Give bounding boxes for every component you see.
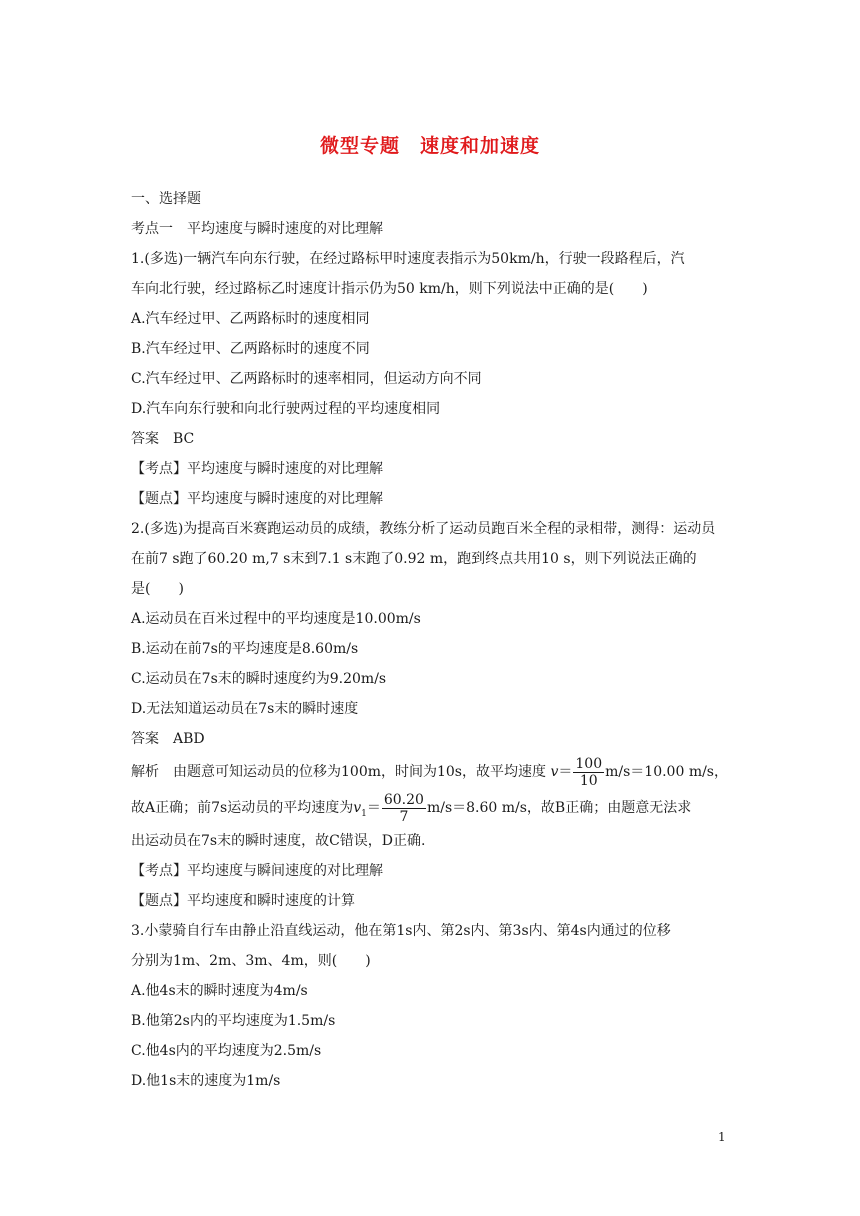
question-1-answer	[131, 424, 731, 454]
velocity-subscript: 1	[361, 808, 367, 819]
question-1-option-d: D.汽车向东行驶和向北行驶两过程的平均速度相同	[131, 401, 441, 417]
analysis-text: m/s＝8.60 m/s，故B正确；由题意无法求	[426, 800, 692, 816]
question-3-line-1: 3.小蒙骑自行车由静止沿直线运动，他在第1s内、第2s内、第3s内、第4s内通过的位移	[131, 923, 671, 939]
question-3-option-b: B.他第2s内的平均速度为1.5m/s	[131, 1013, 336, 1029]
velocity-symbol: v	[353, 800, 362, 816]
answer-label: 答案	[131, 431, 159, 447]
analysis-text: 解析 由题意可知运动员的位移为100m，时间为10s，故平均速度	[131, 764, 546, 780]
topic-heading: 考点一 平均速度与瞬时速度的对比理解	[131, 221, 383, 237]
question-2-option-a: A.运动员在百米过程中的平均速度是10.00m/s	[131, 611, 421, 627]
fraction-denominator: 7	[399, 808, 409, 825]
answer-label: 答案	[131, 731, 159, 747]
analysis-text: m/s＝10.00 m/s，	[605, 764, 728, 780]
question-2-answer	[131, 724, 731, 754]
question-1-kaodian: 【考点】平均速度与瞬时速度的对比理解	[131, 461, 383, 477]
question-3-option-c: C.他4s内的平均速度为2.5m/s	[131, 1043, 322, 1059]
velocity-symbol: v	[550, 764, 559, 780]
question-2-tidian: 【题点】平均速度和瞬时速度的计算	[131, 893, 355, 909]
question-3-option-a: A.他4s末的瞬时速度为4m/s	[131, 983, 308, 999]
question-1-option-b: B.汽车经过甲、乙两路标时的速度不同	[131, 341, 370, 357]
answer-value: BC	[173, 431, 195, 447]
question-1-option-c: C.汽车经过甲、乙两路标时的速率相同，但运动方向不同	[131, 371, 482, 387]
analysis-line-1	[131, 754, 731, 790]
question-2-kaodian: 【考点】平均速度与瞬间速度的对比理解	[131, 863, 383, 879]
document-body	[131, 184, 731, 1096]
fraction-denominator: 10	[579, 772, 598, 789]
question-2-line-2: 在前7 s跑了60.20 m,7 s末到7.1 s末跑了0.92 m，跑到终点共用10 s，则下列说法正确的	[131, 551, 697, 567]
analysis-line-2	[131, 790, 731, 826]
page-number: 1	[718, 1130, 726, 1144]
equals-sign: ＝	[366, 800, 381, 816]
question-2-line-1: 2.(多选)为提高百米赛跑运动员的成绩，教练分析了运动员跑百米全程的录相带，测得：运动员	[131, 521, 716, 537]
question-2-option-d: D.无法知道运动员在7s末的瞬时速度	[131, 701, 359, 717]
question-1-tidian: 【题点】平均速度与瞬时速度的对比理解	[131, 491, 383, 507]
fraction-numerator: 100	[575, 755, 603, 772]
analysis-line-3: 出运动员在7s末的瞬时速度，故C错误，D正确.	[131, 833, 426, 849]
question-1-line-2: 车向北行驶，经过路标乙时速度计指示仍为50 km/h，则下列说法中正确的是( )	[131, 281, 648, 297]
question-1-option-a: A.汽车经过甲、乙两路标时的速度相同	[131, 311, 370, 327]
question-2-line-3: 是( )	[131, 581, 184, 597]
answer-value: ABD	[173, 731, 205, 747]
question-1-line-1: 1.(多选)一辆汽车向东行驶，在经过路标甲时速度表指示为50km/h，行驶一段路程后，汽	[131, 251, 685, 267]
equals-sign: ＝	[558, 764, 573, 780]
fraction-numerator: 60.20	[383, 791, 424, 808]
analysis-text: 故A正确；前7s运动员的平均速度为	[131, 800, 354, 816]
question-3-line-2: 分别为1m、2m、3m、4m，则( )	[131, 953, 371, 969]
fraction	[573, 756, 604, 789]
question-2-option-b: B.运动在前7s的平均速度是8.60m/s	[131, 641, 359, 657]
fraction	[382, 792, 426, 825]
question-2-option-c: C.运动员在7s末的瞬时速度约为9.20m/s	[131, 671, 387, 687]
page-title: 微型专题 速度和加速度	[319, 135, 540, 157]
section-heading: 一、选择题	[131, 191, 201, 207]
question-3-option-d: D.他1s末的速度为1m/s	[131, 1073, 281, 1089]
